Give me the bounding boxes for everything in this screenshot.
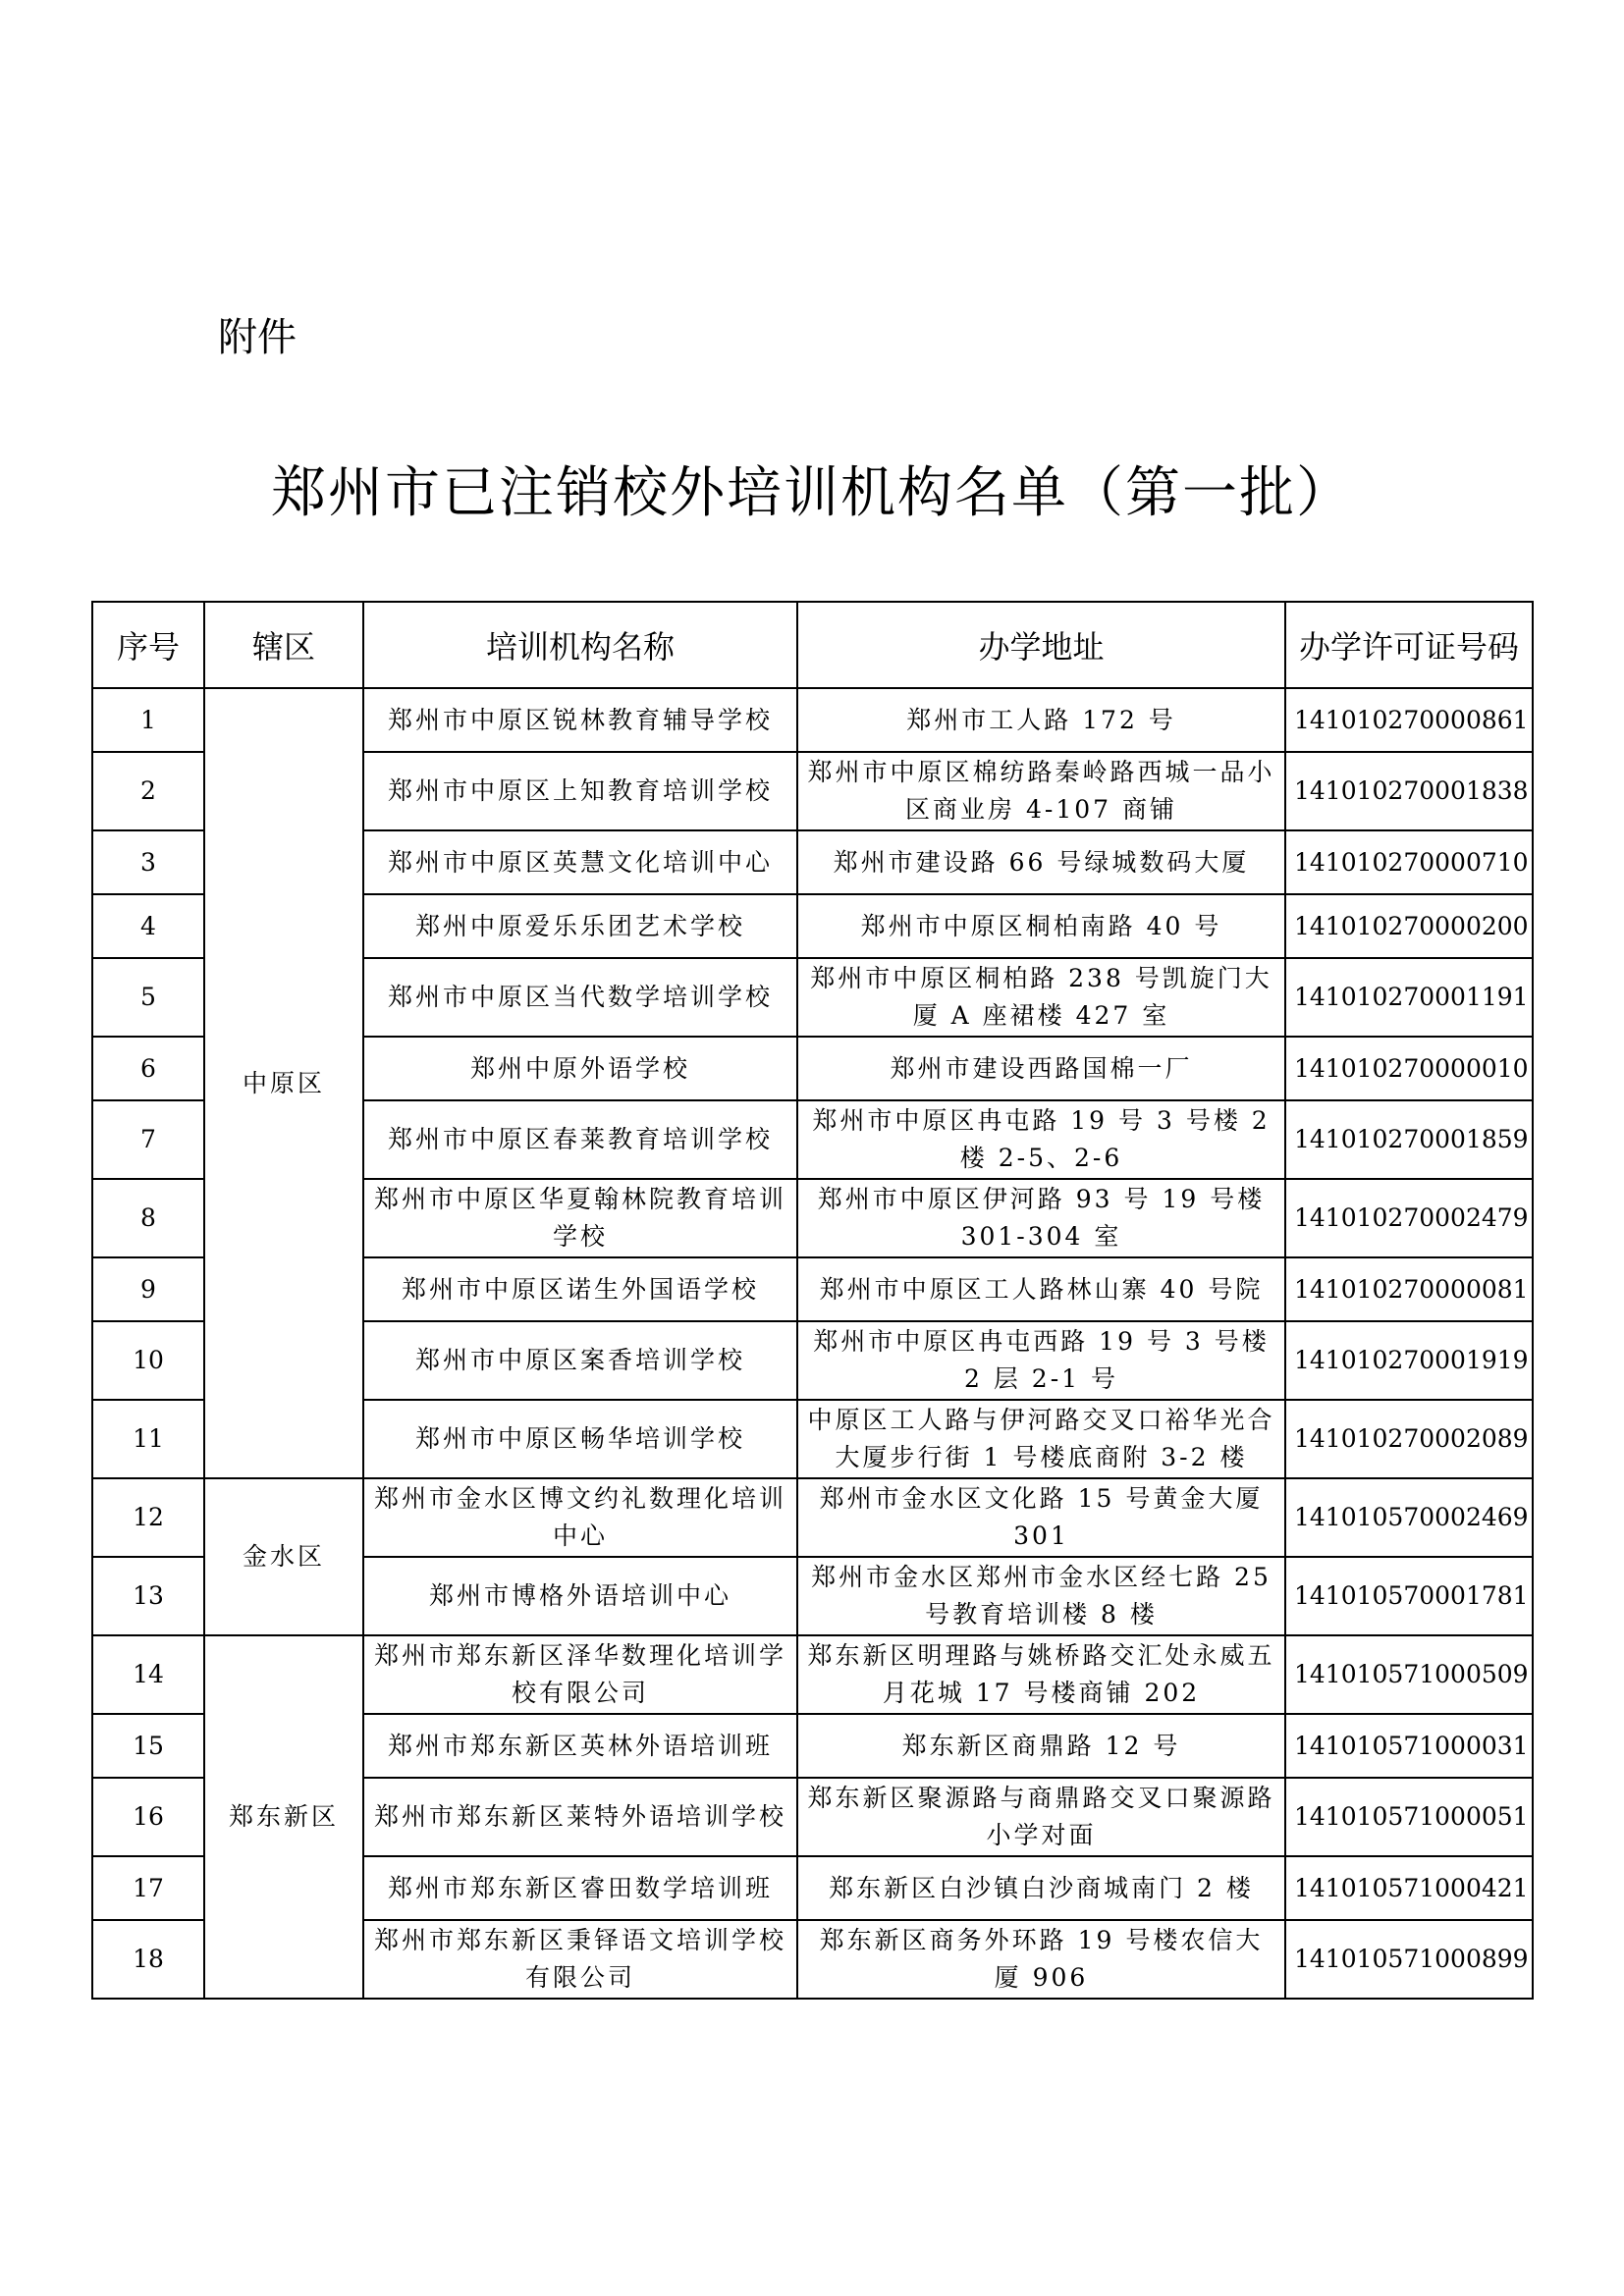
row-index: 2	[92, 752, 204, 830]
institution-name: 郑州市中原区案香培训学校	[363, 1321, 797, 1400]
row-index: 17	[92, 1856, 204, 1920]
license-number: 141010570001781	[1285, 1557, 1533, 1635]
license-number: 141010270000081	[1285, 1257, 1533, 1321]
license-number: 141010571000031	[1285, 1714, 1533, 1778]
institution-name: 郑州市中原区锐林教育辅导学校	[363, 688, 797, 752]
district-cell: 中原区	[204, 688, 363, 1478]
institution-name: 郑州市中原区诺生外国语学校	[363, 1257, 797, 1321]
institution-address: 郑州市中原区冉屯西路 19 号 3 号楼 2 层 2-1 号	[797, 1321, 1285, 1400]
license-number: 141010270000200	[1285, 894, 1533, 958]
institution-address: 郑州市金水区文化路 15 号黄金大厦 301	[797, 1478, 1285, 1557]
row-index: 1	[92, 688, 204, 752]
institution-name: 郑州市中原区春莱教育培训学校	[363, 1100, 797, 1179]
column-header-name: 培训机构名称	[363, 602, 797, 688]
institution-address: 郑州市金水区郑州市金水区经七路 25 号教育培训楼 8 楼	[797, 1557, 1285, 1635]
institution-name: 郑州市郑东新区莱特外语培训学校	[363, 1778, 797, 1856]
institution-address: 郑州市工人路 172 号	[797, 688, 1285, 752]
institution-address: 郑东新区明理路与姚桥路交汇处永威五月花城 17 号楼商铺 202	[797, 1635, 1285, 1714]
license-number: 141010270001859	[1285, 1100, 1533, 1179]
institution-address: 郑州市中原区伊河路 93 号 19 号楼 301-304 室	[797, 1179, 1285, 1257]
institution-address: 郑东新区白沙镇白沙商城南门 2 楼	[797, 1856, 1285, 1920]
license-number: 141010270000861	[1285, 688, 1533, 752]
license-number: 141010571000051	[1285, 1778, 1533, 1856]
license-number: 141010571000899	[1285, 1920, 1533, 1999]
row-index: 9	[92, 1257, 204, 1321]
institution-address: 郑州市建设路 66 号绿城数码大厦	[797, 830, 1285, 894]
license-number: 141010270002479	[1285, 1179, 1533, 1257]
institution-address: 郑州市中原区工人路林山寨 40 号院	[797, 1257, 1285, 1321]
license-number: 141010270000710	[1285, 830, 1533, 894]
row-index: 6	[92, 1037, 204, 1100]
institution-name: 郑州市郑东新区泽华数理化培训学校有限公司	[363, 1635, 797, 1714]
institution-name: 郑州市中原区当代数学培训学校	[363, 958, 797, 1037]
license-number: 141010570002469	[1285, 1478, 1533, 1557]
institution-name: 郑州市中原区英慧文化培训中心	[363, 830, 797, 894]
institution-name: 郑州市郑东新区英林外语培训班	[363, 1714, 797, 1778]
row-index: 5	[92, 958, 204, 1037]
row-index: 15	[92, 1714, 204, 1778]
license-number: 141010270000010	[1285, 1037, 1533, 1100]
institution-address: 郑州市中原区冉屯路 19 号 3 号楼 2 楼 2-5、2-6	[797, 1100, 1285, 1179]
column-header-address: 办学地址	[797, 602, 1285, 688]
institution-name: 郑州市郑东新区睿田数学培训班	[363, 1856, 797, 1920]
institution-address: 郑州市建设西路国棉一厂	[797, 1037, 1285, 1100]
row-index: 13	[92, 1557, 204, 1635]
institution-address: 郑东新区商鼎路 12 号	[797, 1714, 1285, 1778]
institution-name: 郑州市郑东新区秉铎语文培训学校有限公司	[363, 1920, 797, 1999]
district-cell: 金水区	[204, 1478, 363, 1635]
row-index: 4	[92, 894, 204, 958]
institution-address: 郑东新区商务外环路 19 号楼农信大厦 906	[797, 1920, 1285, 1999]
column-header-license: 办学许可证号码	[1285, 602, 1533, 688]
institution-address: 郑州市中原区棉纺路秦岭路西城一品小区商业房 4-107 商铺	[797, 752, 1285, 830]
license-number: 141010270001919	[1285, 1321, 1533, 1400]
deregistered-institutions-table	[91, 601, 1534, 2000]
table-row	[92, 688, 1533, 752]
row-index: 18	[92, 1920, 204, 1999]
row-index: 10	[92, 1321, 204, 1400]
institution-name: 郑州市中原区畅华培训学校	[363, 1400, 797, 1478]
table-row	[92, 1635, 1533, 1714]
license-number: 141010270001191	[1285, 958, 1533, 1037]
institution-name: 郑州市中原区上知教育培训学校	[363, 752, 797, 830]
row-index: 12	[92, 1478, 204, 1557]
institution-name: 郑州市金水区博文约礼数理化培训中心	[363, 1478, 797, 1557]
column-header-district: 辖区	[204, 602, 363, 688]
page-title: 郑州市已注销校外培训机构名单（第一批）	[271, 461, 1353, 525]
license-number: 141010270002089	[1285, 1400, 1533, 1478]
institution-name: 郑州市博格外语培训中心	[363, 1557, 797, 1635]
column-header-index: 序号	[92, 602, 204, 688]
table-header-row	[92, 602, 1533, 688]
row-index: 3	[92, 830, 204, 894]
attachment-label: 附件	[218, 315, 297, 360]
row-index: 14	[92, 1635, 204, 1714]
institution-address: 郑州市中原区桐柏路 238 号凯旋门大厦 A 座裙楼 427 室	[797, 958, 1285, 1037]
row-index: 16	[92, 1778, 204, 1856]
license-number: 141010571000421	[1285, 1856, 1533, 1920]
institution-address: 郑东新区聚源路与商鼎路交叉口聚源路小学对面	[797, 1778, 1285, 1856]
row-index: 11	[92, 1400, 204, 1478]
license-number: 141010571000509	[1285, 1635, 1533, 1714]
institution-name: 郑州市中原区华夏翰林院教育培训学校	[363, 1179, 797, 1257]
institution-address: 中原区工人路与伊河路交叉口裕华光合大厦步行街 1 号楼底商附 3-2 楼	[797, 1400, 1285, 1478]
row-index: 7	[92, 1100, 204, 1179]
institution-address: 郑州市中原区桐柏南路 40 号	[797, 894, 1285, 958]
institution-name: 郑州中原外语学校	[363, 1037, 797, 1100]
license-number: 141010270001838	[1285, 752, 1533, 830]
institution-name: 郑州中原爱乐乐团艺术学校	[363, 894, 797, 958]
district-cell: 郑东新区	[204, 1635, 363, 1999]
row-index: 8	[92, 1179, 204, 1257]
table-row	[92, 1478, 1533, 1557]
